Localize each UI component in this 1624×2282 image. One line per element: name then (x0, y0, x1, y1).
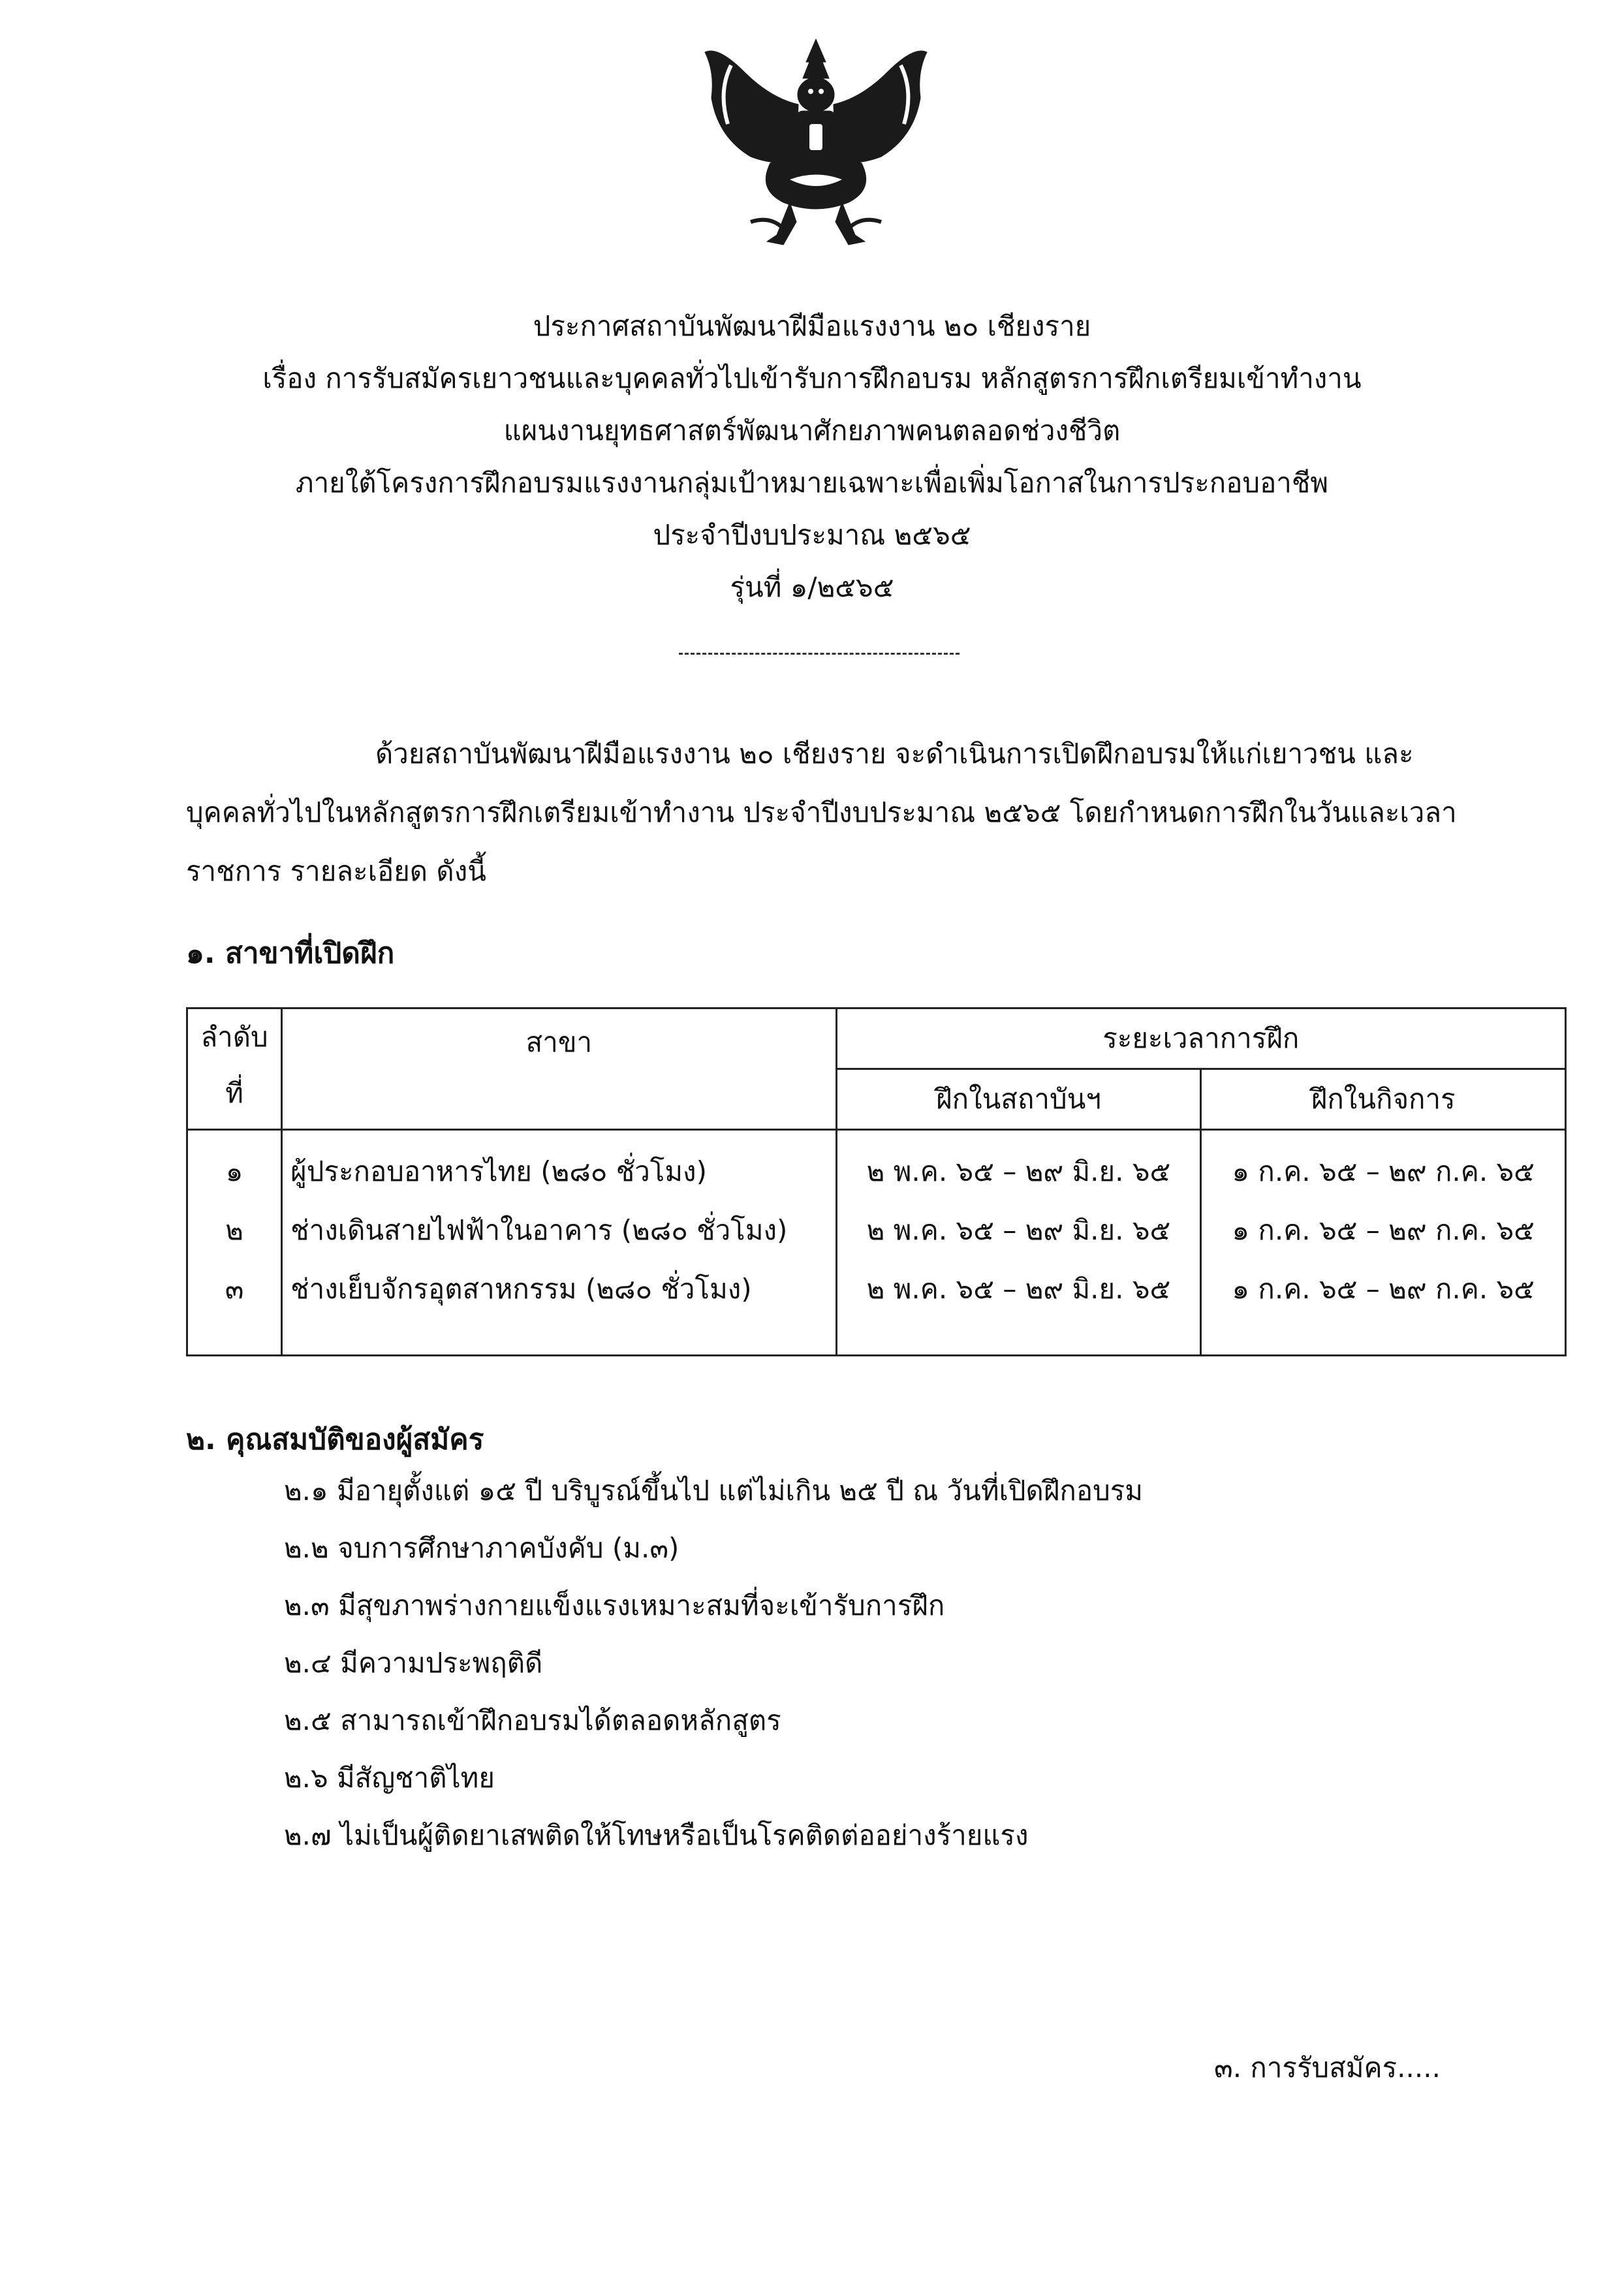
qualification-item: ๒.๑ มีอายุตั้งแต่ ๑๕ ปี บริบูรณ์ขึ้นไป แต่ไม่เกิน ๒๕ ปี ณ วันที่เปิดฝึกอบรม (284, 1475, 1143, 1507)
intro-line-3: ราชการ รายละเอียด ดังนี้ (186, 855, 486, 887)
header-line-1: ประกาศสถาบันพัฒนาฝีมือแรงงาน ๒๐ เชียงราย (533, 310, 1091, 342)
qualification-item: ๒.๓ มีสุขภาพร่างกายแข็งแรงเหมาะสมที่จะเข้ารับการฝึก (284, 1589, 945, 1621)
table-header-branch: สาขา (282, 1008, 836, 1130)
table-cell-no: ๒ (225, 1214, 243, 1246)
qualification-item: ๒.๗ ไม่เป็นผู้ติดยาเสพติดให้โทษหรือเป็นโรคติดต่ออย่างร้ายแรง (284, 1819, 1029, 1851)
section-2-title: ๒. คุณสมบัติของผู้สมัคร (186, 1423, 484, 1456)
table-header-period: ระยะเวลาการฝึก (836, 1008, 1565, 1069)
table-cell-workplace: ๑ ก.ค. ๖๕ – ๒๙ ก.ค. ๖๕ (1232, 1214, 1535, 1246)
header-line-2: เรื่อง การรับสมัครเยาวชนและบุคคลทั่วไปเข้ารับการฝึกอบรม หลักสูตรการฝึกเตรียมเข้าทำงาน (262, 362, 1362, 394)
qualification-item: ๒.๖ มีสัญชาติไทย (284, 1762, 495, 1794)
next-page-continuation: ๓. การรับสมัคร..... (1214, 2052, 1441, 2084)
table-header-workplace: ฝึกในกิจการ (1201, 1069, 1566, 1130)
table-cell-branch: ผู้ประกอบอาหารไทย (๒๘๐ ชั่วโมง) (290, 1155, 707, 1187)
table-cell-no: ๑ (225, 1155, 243, 1187)
table-body (187, 1130, 1566, 1356)
table-col-no (187, 1130, 282, 1356)
table-col-institute (836, 1130, 1201, 1356)
header-line-4: ภายใต้โครงการฝึกอบรมแรงงานกลุ่มเป้าหมายเฉพาะเพื่อเพิ่มโอกาสในการประกอบอาชีพ (295, 467, 1329, 499)
table-col-workplace (1201, 1130, 1566, 1356)
table-cell-branch: ช่างเย็บจักรอุตสาหกรรม (๒๘๐ ชั่วโมง) (290, 1273, 752, 1305)
qualification-list (284, 1462, 1143, 1864)
table-cell-workplace: ๑ ก.ค. ๖๕ – ๒๙ ก.ค. ๖๕ (1232, 1273, 1535, 1305)
table-header-no-line1: ลำดับ (200, 1021, 268, 1053)
table-cell-workplace: ๑ ก.ค. ๖๕ – ๒๙ ก.ค. ๖๕ (1232, 1155, 1535, 1187)
table-cell-no: ๓ (225, 1273, 244, 1305)
table-cell-institute: ๒ พ.ค. ๖๕ – ๒๙ มิ.ย. ๖๕ (866, 1214, 1171, 1246)
section-1-title: ๑. สาขาที่เปิดฝึก (186, 937, 395, 970)
qualification-item: ๒.๕ สามารถเข้าฝึกอบรมได้ตลอดหลักสูตร (284, 1704, 781, 1736)
header-line-6: รุ่นที่ ๑/๒๕๖๕ (730, 571, 894, 603)
qualification-item: ๒.๒ จบการศึกษาภาคบังคับ (ม.๓) (284, 1532, 679, 1564)
header-divider (679, 653, 960, 655)
qualification-item: ๒.๔ มีความประพฤติดี (284, 1647, 543, 1679)
intro-paragraph (186, 725, 1459, 901)
announcement-header (0, 300, 1624, 614)
header-line-5: ประจำปีงบประมาณ ๒๕๖๕ (653, 519, 971, 551)
intro-line-1: ด้วยสถาบันพัฒนาฝีมือแรงงาน ๒๐ เชียงราย จะดำเนินการเปิดฝึกอบรมให้แก่เยาวชน และ (375, 738, 1414, 770)
header-line-3: แผนงานยุทธศาสตร์พัฒนาศักยภาพคนตลอดช่วงชีวิต (503, 414, 1121, 446)
training-branch-table (186, 1007, 1567, 1356)
intro-line-2: บุคคลทั่วไปในหลักสูตรการฝึกเตรียมเข้าทำงาน ประจำปีงบประมาณ ๒๕๖๕ โดยกำหนดการฝึกในวันและเวลา (186, 796, 1457, 828)
table-col-branch (282, 1130, 836, 1356)
table-header-no-line2: ที่ (225, 1077, 243, 1109)
table-header-institute: ฝึกในสถาบันฯ (836, 1069, 1201, 1130)
table-cell-branch: ช่างเดินสายไฟฟ้าในอาคาร (๒๘๐ ชั่วโมง) (290, 1214, 788, 1246)
table-header-no (187, 1008, 282, 1130)
table-cell-institute: ๒ พ.ค. ๖๕ – ๒๙ มิ.ย. ๖๕ (866, 1155, 1171, 1187)
table-cell-institute: ๒ พ.ค. ๖๕ – ๒๙ มิ.ย. ๖๕ (866, 1273, 1171, 1305)
garuda-emblem-icon (692, 26, 940, 261)
